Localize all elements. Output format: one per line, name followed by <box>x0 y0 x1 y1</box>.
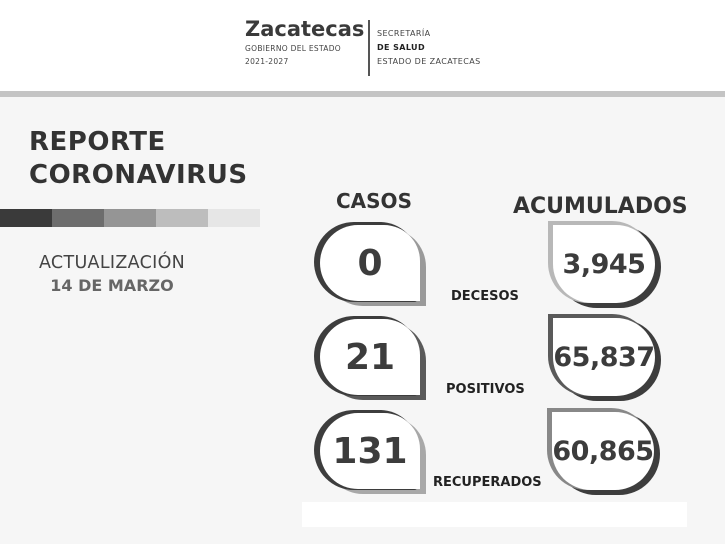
report-title-line-2: CORONAVIRUS <box>29 160 248 190</box>
strip-segment <box>208 209 260 227</box>
strip-segment <box>156 209 208 227</box>
government-title: Zacatecas <box>245 17 365 41</box>
casos-badge-positivos <box>314 316 426 400</box>
row-label-decesos: DECESOS <box>451 289 519 304</box>
strip-segment <box>0 209 52 227</box>
header <box>0 0 725 91</box>
acumulados-value: 65,837 <box>553 318 655 396</box>
secretaria-line-1: SECRETARÍA <box>377 29 431 38</box>
column-header-acumulados: ACUMULADOS <box>513 194 688 219</box>
row-label-recuperados: RECUPERADOS <box>433 475 542 490</box>
gradient-color-strip <box>0 209 260 227</box>
update-date: 14 DE MARZO <box>50 276 174 295</box>
secretaria-block <box>377 27 481 69</box>
column-header-casos: CASOS <box>336 189 412 213</box>
strip-segment <box>104 209 156 227</box>
casos-value: 21 <box>320 319 420 395</box>
report-title <box>29 126 248 192</box>
government-years: 2021-2027 <box>245 57 289 66</box>
strip-segment <box>52 209 104 227</box>
update-label: ACTUALIZACIÓN <box>38 253 186 273</box>
government-logo-block <box>245 17 364 68</box>
acumulados-value: 60,865 <box>552 412 654 490</box>
casos-badge-recuperados <box>314 410 426 494</box>
secretaria-line-2: DE SALUD <box>377 43 425 52</box>
acumulados-badge-positivos <box>548 314 661 401</box>
government-subtitle: GOBIERNO DEL ESTADO <box>245 44 342 53</box>
header-separator-bar <box>0 91 725 97</box>
header-divider <box>368 20 370 76</box>
casos-value: 131 <box>320 413 420 489</box>
blank-footer-box <box>302 502 687 527</box>
casos-value: 0 <box>320 225 420 301</box>
acumulados-badge-recuperados <box>547 408 660 495</box>
secretaria-line-3: ESTADO DE ZACATECAS <box>377 57 481 66</box>
row-label-positivos: POSITIVOS <box>446 382 525 397</box>
acumulados-value: 3,945 <box>553 225 655 303</box>
report-title-line-1: REPORTE <box>29 127 166 157</box>
acumulados-badge-decesos <box>548 221 661 308</box>
casos-badge-decesos <box>314 222 426 306</box>
